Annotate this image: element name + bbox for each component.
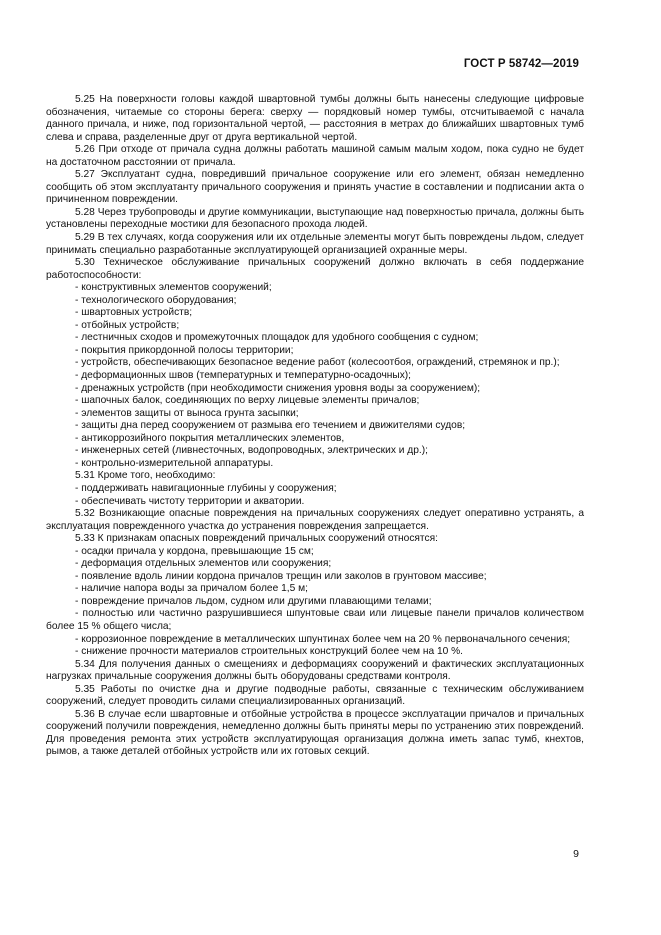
list-item: - антикоррозийного покрытия металлических элементов, — [75, 432, 345, 444]
clause-5-26: 5.26 При отходе от причала судна должны работать машиной самым малым ходом, пока судно не будет на достаточном расстоянии от причала. — [46, 144, 584, 168]
list-item: - технологического оборудования; — [75, 294, 237, 306]
clause-5-31: 5.31 Кроме того, необходимо: — [75, 470, 216, 482]
list-item: - устройств, обеспечивающих безопасное ведение работ (колесоотбоя, ограждений, стремянок и пр.); — [75, 357, 560, 369]
clause-5-31-list — [46, 483, 584, 508]
clause-5-36: 5.36 В случае если швартовные и отбойные устройства в процессе эксплуатации причалов и причальных сооружений получили повреждения, немедленно должны быть приняты меры по устранению этих повреждений. Для проведения ремонта этих устройств эксплуатирующая организация должна иметь запас тумб, кнехтов, рымов, а также деталей отбойных устройств или их готовых секций. — [46, 708, 584, 758]
list-item: - лестничных сходов и промежуточных площадок для удобного сообщения с судном; — [75, 332, 479, 344]
clause-5-33: 5.33 К признакам опасных повреждений причальных сооружений относятся: — [75, 533, 438, 545]
list-item: - швартовных устройств; — [75, 307, 193, 319]
list-item: - коррозионное повреждение в металлических шпунтинах более чем на 20 % первоначального сечения; — [75, 633, 571, 645]
clause-5-34: 5.34 Для получения данных о смещениях и деформациях сооружений и фактических эксплуатационных нагрузках причальные сооружения должны быть оборудованы средствами контроля. — [46, 658, 584, 683]
list-item: - покрытия прикордонной полосы территории; — [75, 344, 294, 356]
list-item: - конструктивных элементов сооружений; — [75, 282, 272, 294]
clause-5-30: 5.30 Техническое обслуживание причальных сооружений должно включать в себя поддержание работоспособности: — [46, 257, 584, 281]
page-body — [46, 94, 584, 759]
list-item: - шапочных балок, соединяющих по верху лицевые элементы причалов; — [75, 395, 420, 407]
list-item: - инженерных сетей (ливнесточных, водопроводных, электрических и др.); — [75, 445, 428, 457]
list-item: - снижение прочности материалов строительных конструкций более чем на 10 %. — [75, 646, 464, 658]
list-item: - полностью или частично разрушившиеся шпунтовые сваи или лицевые панели причалов количеством более 15 % общего числа; — [46, 608, 584, 632]
list-item: - поддерживать навигационные глубины у сооружения; — [75, 482, 337, 494]
list-item: - контрольно-измерительной аппаратуры. — [75, 457, 274, 469]
list-item: - деформация отдельных элементов или сооружения; — [75, 558, 332, 570]
page-number: 9 — [573, 848, 579, 860]
list-item: - элементов защиты от выноса грунта засыпки; — [75, 407, 299, 419]
clause-5-32: 5.32 Возникающие опасные повреждения на причальных сооружениях следует оперативно устранять, а эксплуатация поврежденного участка до устранения повреждения запрещается. — [46, 508, 584, 532]
list-item: - обеспечивать чистоту территории и акватории. — [75, 495, 305, 507]
clause-5-35: 5.35 Работы по очистке дна и другие подводные работы, связанные с техническим обслуживанием сооружений, следует проводить силами специализированных организаций. — [46, 683, 584, 708]
list-item: - осадки причала у кордона, превышающие 15 см; — [75, 545, 314, 557]
clause-5-29: 5.29 В тех случаях, когда сооружения или их отдельные элементы могут быть повреждены льдом, следует принимать специально разработанные эксплуатирующей организацией охранные меры. — [46, 232, 584, 256]
document-header: ГОСТ Р 58742—2019 — [463, 58, 579, 70]
clause-5-25: 5.25 На поверхности головы каждой швартовной тумбы должны быть нанесены следующие цифровые обозначения, читаемые со стороны берега: сверху — порядковый номер тумбы, отсчитываемой с начала данного причала, и ниже, под горизонтальной чертой, — расстояния в метрах до ближайших швартовных тумб слева и справа, разделенные друг от друга вертикальной чертой. — [46, 94, 584, 143]
clause-5-27: 5.27 Эксплуатант судна, повредивший причальное сооружение или его элемент, обязан немедленно сообщить об этом эксплуатанту причального сооружения и принять участие в составлении и подписании акта о причиненном повреждении. — [46, 169, 584, 206]
list-item: - повреждение причалов льдом, судном или другими плавающими телами; — [75, 595, 432, 607]
clause-5-30-list — [46, 282, 584, 470]
list-item: - появление вдоль линии кордона причалов трещин или заколов в грунтовом массиве; — [75, 570, 487, 582]
list-item: - наличие напора воды за причалом более 1,5 м; — [75, 583, 308, 595]
list-item: - дренажных устройств (при необходимости снижения уровня воды за сооружением); — [75, 382, 481, 394]
clause-5-33-list — [46, 546, 584, 659]
clause-5-28: 5.28 Через трубопроводы и другие коммуникации, выступающие над поверхностью причала, должны быть установлены переходные мостики для безопасного прохода людей. — [46, 206, 584, 231]
list-item: - деформационных швов (температурных и температурно-осадочных); — [75, 370, 412, 382]
list-item: - защиты дна перед сооружением от размыва его течением и движителями судов; — [75, 420, 466, 432]
list-item: - отбойных устройств; — [75, 319, 180, 331]
